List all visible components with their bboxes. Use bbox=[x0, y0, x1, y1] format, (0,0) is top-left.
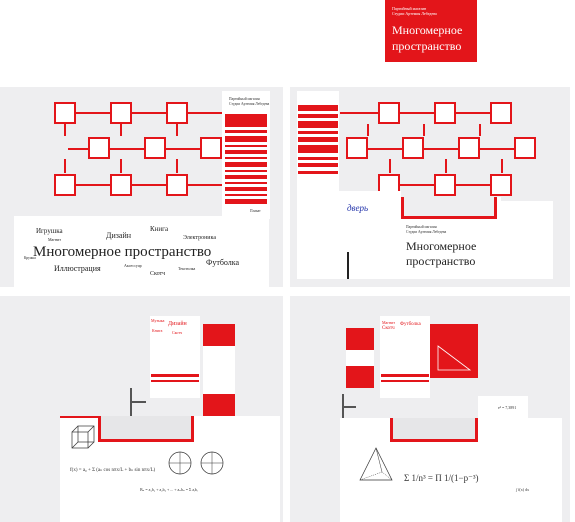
brand-title-line1: Многомерное bbox=[392, 23, 463, 37]
panel-formulas-right bbox=[290, 296, 570, 522]
door-word: дверь bbox=[347, 203, 369, 213]
p3-formula-sum: Bₙ = a₁b₁ + a₂b₂ + ... + aₙbₙ = Σ aᵢbᵢ bbox=[140, 487, 198, 492]
word-illyustratsiya: Иллюстрация bbox=[54, 264, 101, 273]
panel2-label-line1: Партийный магазин bbox=[406, 225, 437, 229]
word-magnit: Магнит bbox=[48, 237, 62, 242]
p4-formula-side: ∫ f(x) dx bbox=[516, 487, 530, 492]
word-main: Многомерное пространство bbox=[33, 244, 212, 260]
word-tekstilka: Текстилка bbox=[178, 266, 196, 271]
brand-small-line2: Студии Артемия Лебедева bbox=[392, 11, 437, 16]
panel-door bbox=[290, 87, 570, 287]
p3-word-dizain: Дизайн bbox=[168, 321, 187, 327]
panel2-label-line2: Студии Артемия Лебедева bbox=[406, 230, 447, 234]
p3-word-muzyka: Музыка bbox=[151, 318, 165, 323]
word-igrushka: Игрушка bbox=[36, 227, 63, 235]
word-kruzhka: Кружка bbox=[24, 256, 36, 260]
p3-word-skotch: Скотч bbox=[172, 330, 183, 335]
p4-word-skotch: Скотч bbox=[382, 326, 395, 331]
panel-formulas-left bbox=[0, 296, 283, 522]
p4-formula-big: Σ 1/n³ = Π 1/(1−p⁻³) bbox=[404, 473, 479, 483]
circle-graphs-icon bbox=[166, 448, 226, 478]
pyramid-diagram-icon bbox=[356, 446, 396, 486]
panel-wall-grid-words bbox=[0, 87, 283, 287]
word-kniga: Книга bbox=[150, 225, 169, 233]
brand-small-line1: Партийный магазин bbox=[392, 6, 427, 11]
word-dizain: Дизайн bbox=[106, 231, 132, 240]
word-skotch: Скотч bbox=[150, 271, 166, 277]
brand-title-line2: пространство bbox=[392, 39, 462, 53]
word-elektronika: Электроника bbox=[183, 235, 216, 241]
brand-block bbox=[385, 0, 477, 62]
p3-word-kniga: Книга bbox=[152, 328, 163, 333]
panel2-title-line2: пространство bbox=[406, 254, 476, 268]
cube-diagram-icon bbox=[68, 422, 98, 452]
p4-formula-small: e² = 7,3891 bbox=[498, 405, 517, 410]
p3-formula-fourier: f(x) = a₀ + Σ (aₙ cos nπx/L + bₙ sin nπx/L) bbox=[70, 468, 156, 473]
word-aksessuar: Аксессуар bbox=[124, 263, 142, 268]
panel1-plakat: Плакат bbox=[250, 209, 261, 213]
word-futbolka: Футболка bbox=[206, 258, 240, 267]
panel1-label-line2: Студии Артемия Лебедева bbox=[229, 102, 270, 106]
p4-word-magnit: Магнит bbox=[382, 320, 396, 325]
panel1-label-line1: Партийный магазин bbox=[229, 97, 260, 101]
panel2-title-line1: Многомерное bbox=[406, 239, 477, 253]
triangle-diagram-icon bbox=[436, 344, 472, 372]
p4-word-futbolka: Футболка bbox=[400, 322, 421, 327]
